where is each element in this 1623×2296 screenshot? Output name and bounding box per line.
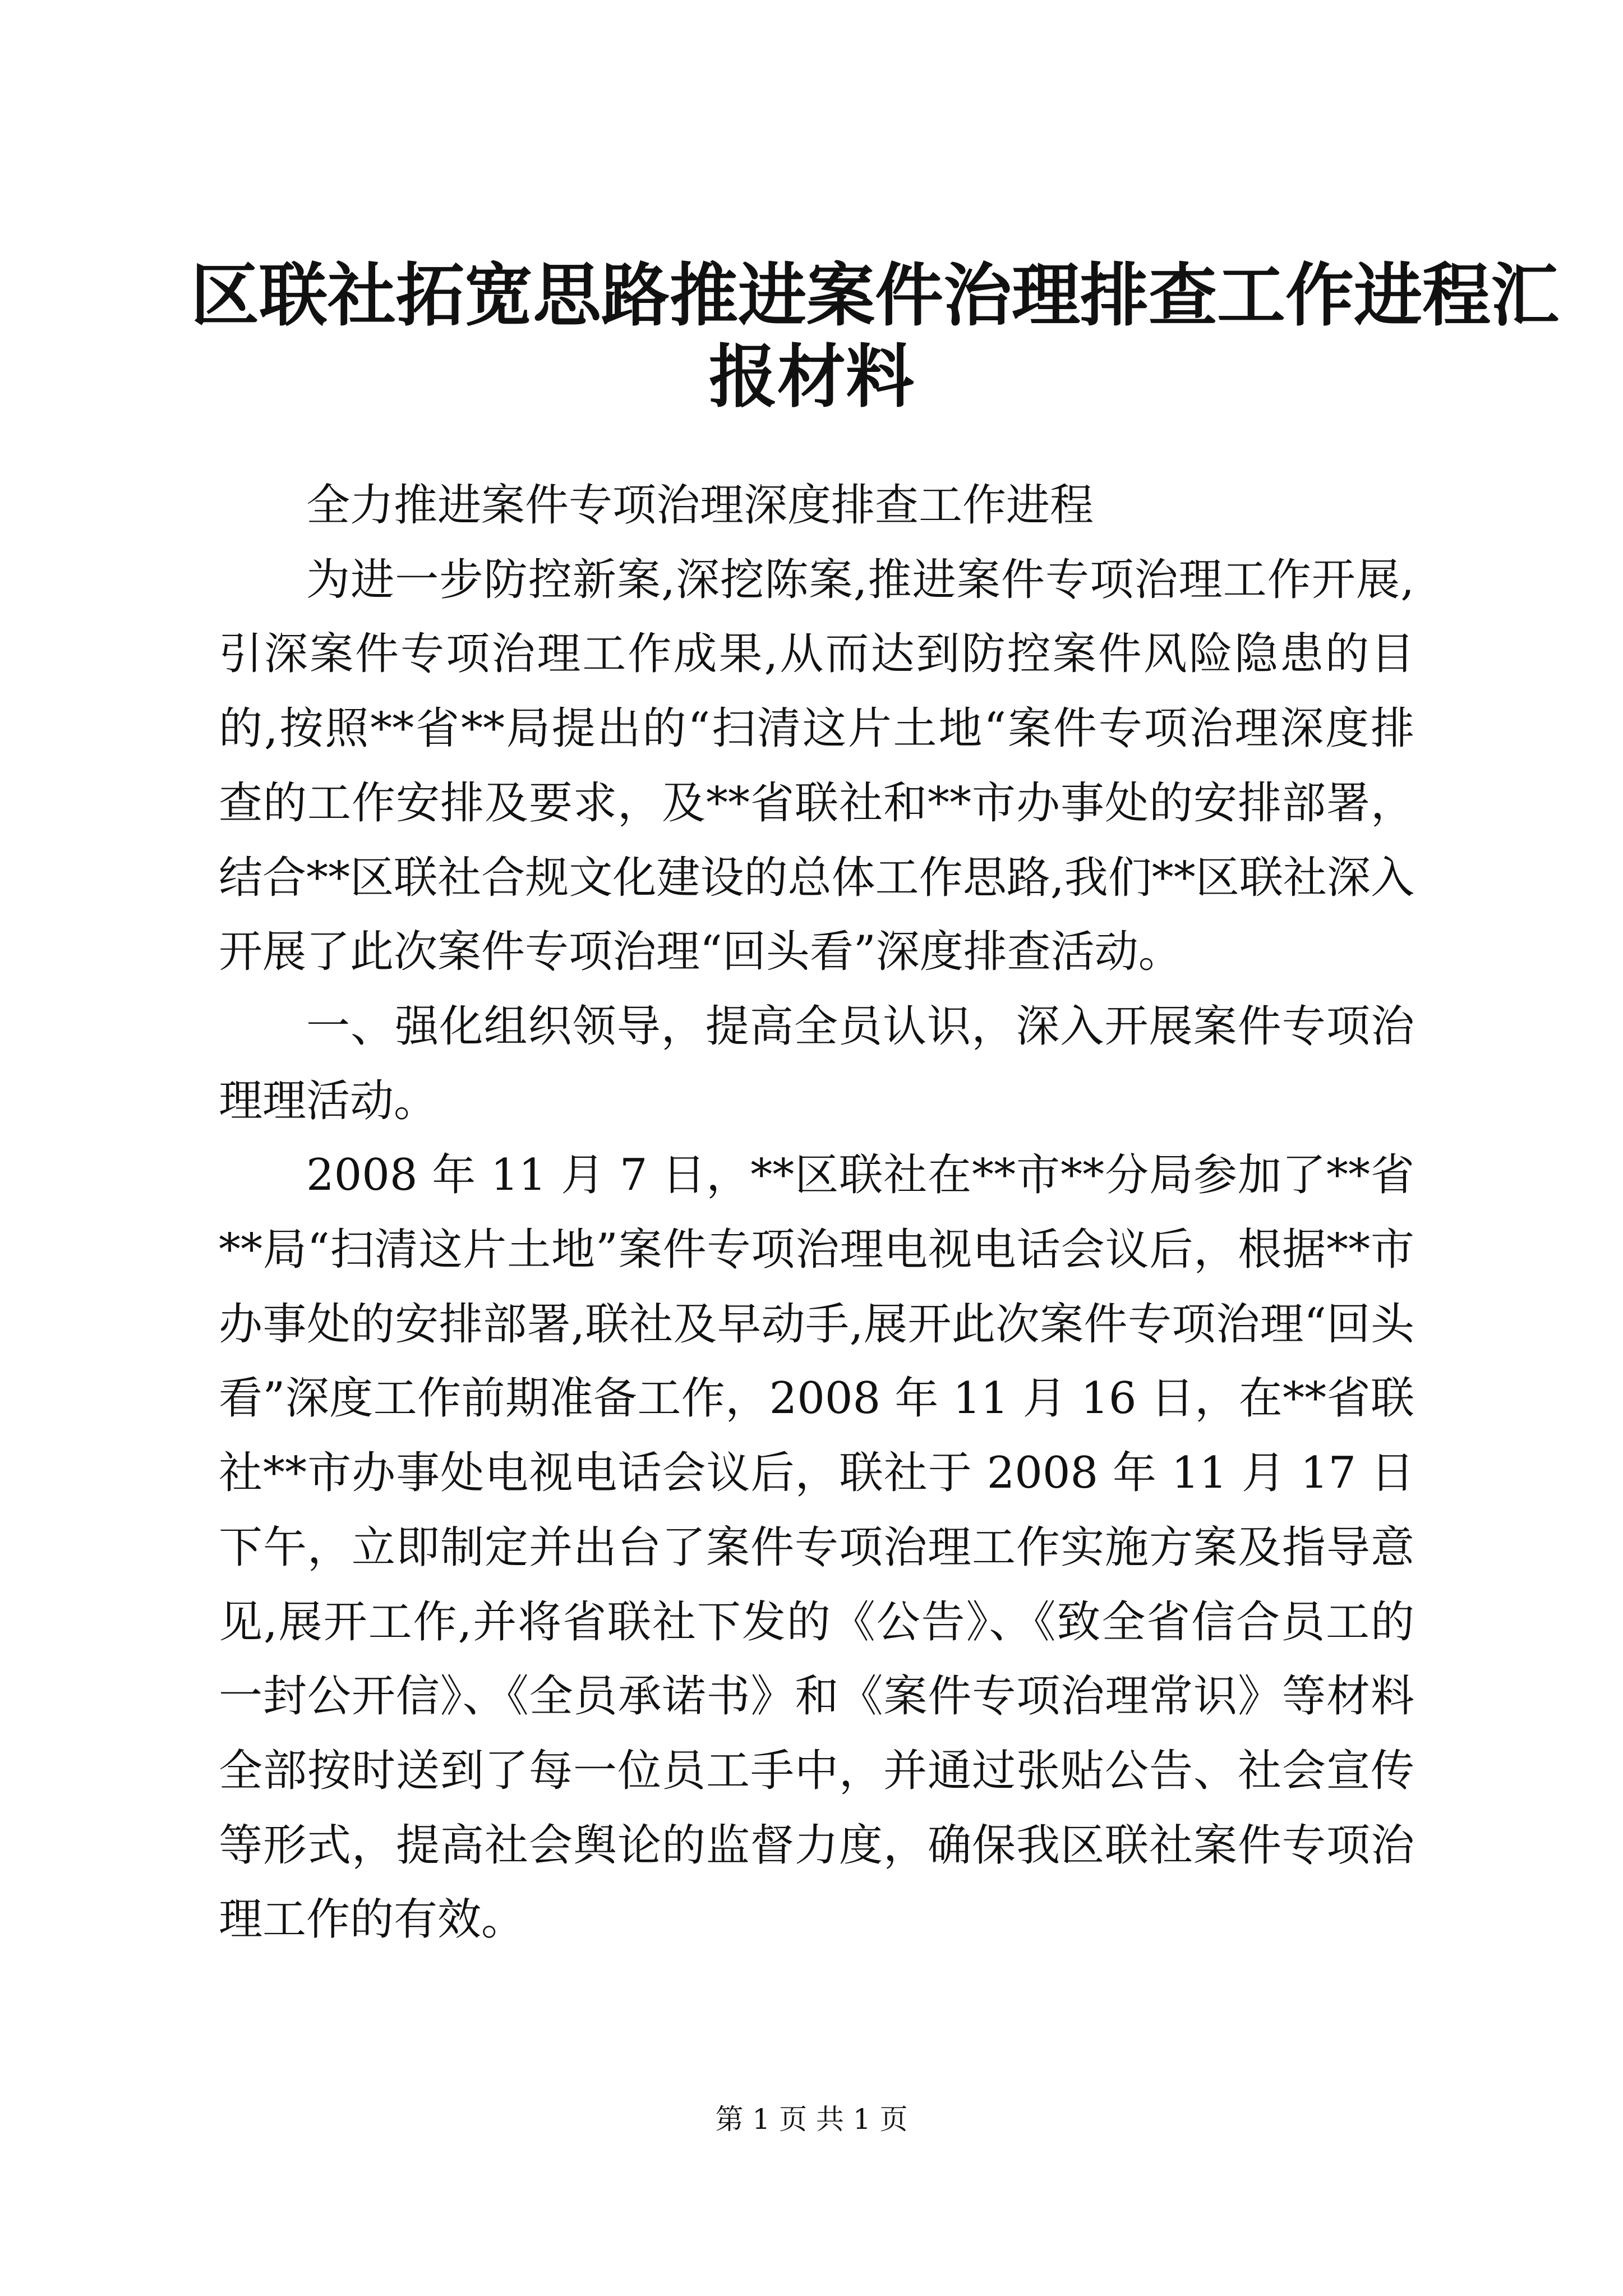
paragraph-intro: 为进一步防控新案,深挖陈案,推进案件专项治理工作开展,引深案件专项治理工作成果,从而达到防控案件风险隐患的目的,按照**省**局提出的“扫清这片土地“案件专项治理深度排查的工作安排及要求，及**省联社和**市办事处的安排部署，结合**区联社合规文化建设的总体工作思路,我们**区联社深入开展了此次案件专项治理“回头看”深度排查活动。 [219,554,1414,978]
document-body [219,468,1414,1957]
document-subtitle: 全力推进案件专项治理深度排查工作进程 [306,480,1094,531]
section-heading-1: 一、强化组织领导，提高全员认识，深入开展案件专项治理理活动。 [219,1001,1414,1126]
paragraph-section-1: 2008 年 11 月 7 日，**区联社在**市**分局参加了**省**局“扫清这片土地”案件专项治理电视电话会议后，根据**市办事处的安排部署,联社及早动手,展开此次案件专项治理“回头看”深度工作前期准备工作，2008 年 11 月 16 日，在**省联社**市办事处电视电话会议后，联社于 2008 年 11 月 17 日下午，立即制定并出台了案件专项治理工作实施方案及指导意见,展开工作,并将省联社下发的《公告》、《致全省信合员工的一封公开信》、《全员承诺书》和《案件专项治理常识》等材料全部按时送到了每一位员工手中，并通过张贴公告、社会宣传等形式，提高社会舆论的监督力度，确保我区联社案件专项治理工作的有效。 [219,1150,1414,1945]
document-title-line-2: 报材料 [709,336,914,417]
page-footer: 第 1 页 共 1 页 [715,2103,908,2136]
document-title-line-1: 区联社拓宽思路推进案件治理排查工作进程汇 [191,255,1559,335]
